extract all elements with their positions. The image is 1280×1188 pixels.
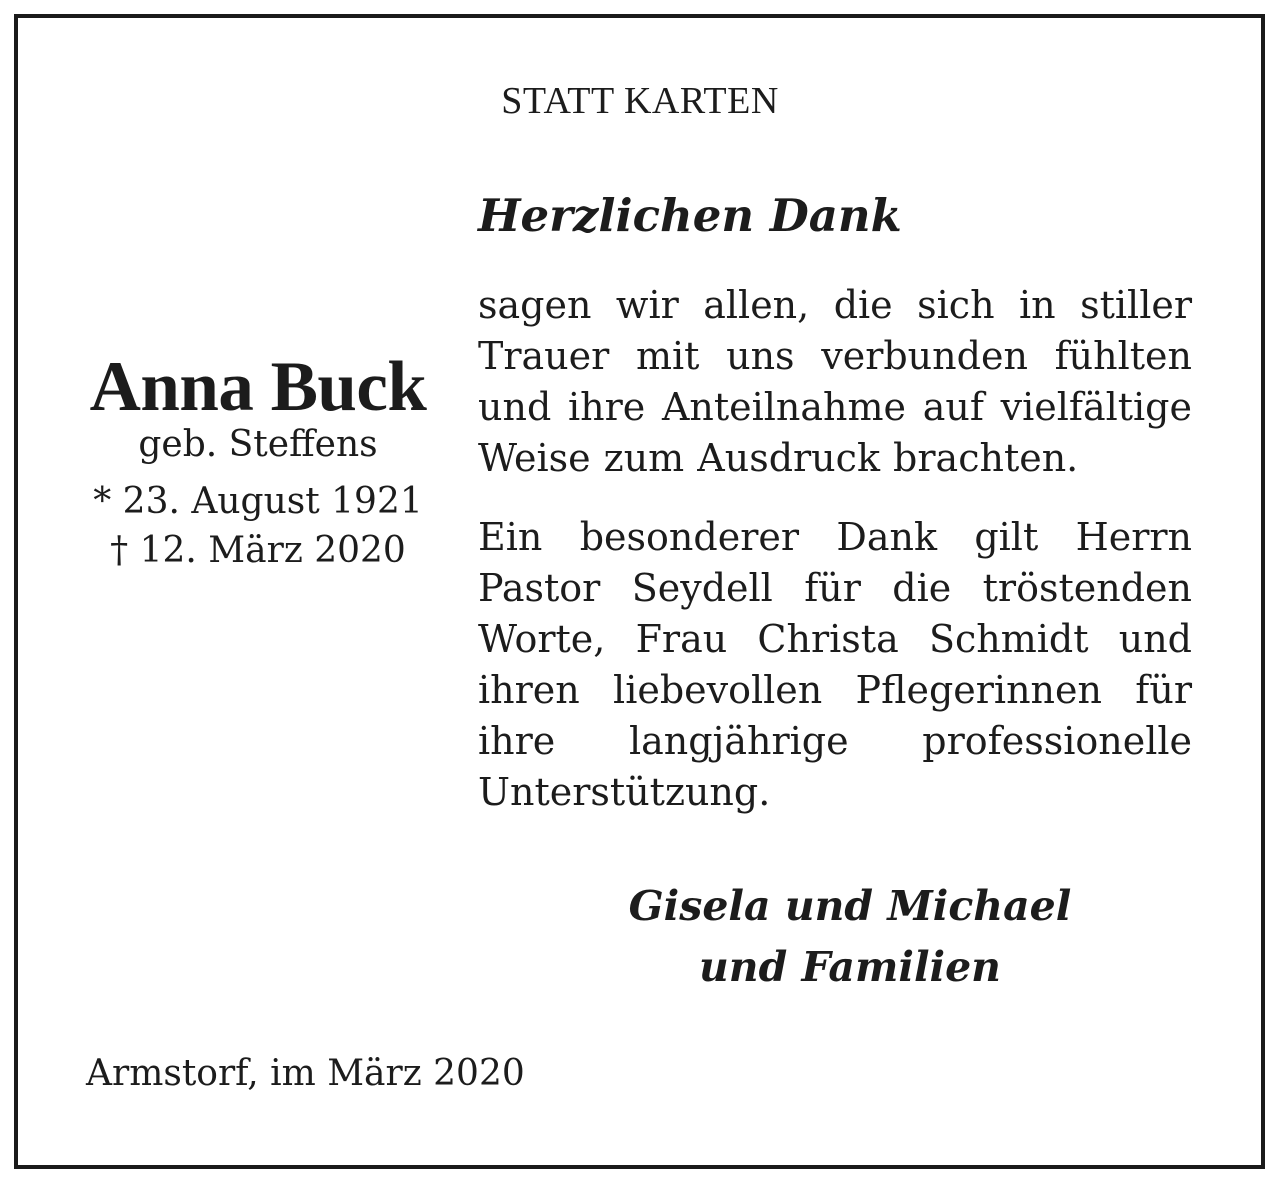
deceased-block <box>62 340 454 575</box>
place-date: Armstorf, im März 2020 <box>86 1053 525 1094</box>
death-date: † 12. März 2020 <box>110 530 406 571</box>
deceased-name: Anna Buck <box>89 348 427 426</box>
signature-line-2: und Familien <box>699 943 1001 991</box>
birth-date: * 23. August 1921 <box>93 481 423 522</box>
signature-line-1: Gisela und Michael <box>628 882 1072 930</box>
signature-block <box>590 876 1110 998</box>
maiden-name: geb. Steffens <box>138 424 378 465</box>
thanks-paragraph-1: sagen wir allen, die sich in stiller Trauer mit uns verbunden fühlten und ihre Anteilnahme auf vielfältige Weise zum Ausdruck brachten. <box>478 283 1192 480</box>
thanks-paragraph-2: Ein besonderer Dank gilt Herrn Pastor Seydell für die tröstenden Worte, Frau Christa Schmidt und ihren liebevollen Pflegerinnen für ihre langjährige professionelle Unterstützung. <box>478 515 1192 814</box>
thanks-title: Herzlichen Dank <box>478 189 902 242</box>
notice-header: STATT KARTEN <box>501 80 779 122</box>
